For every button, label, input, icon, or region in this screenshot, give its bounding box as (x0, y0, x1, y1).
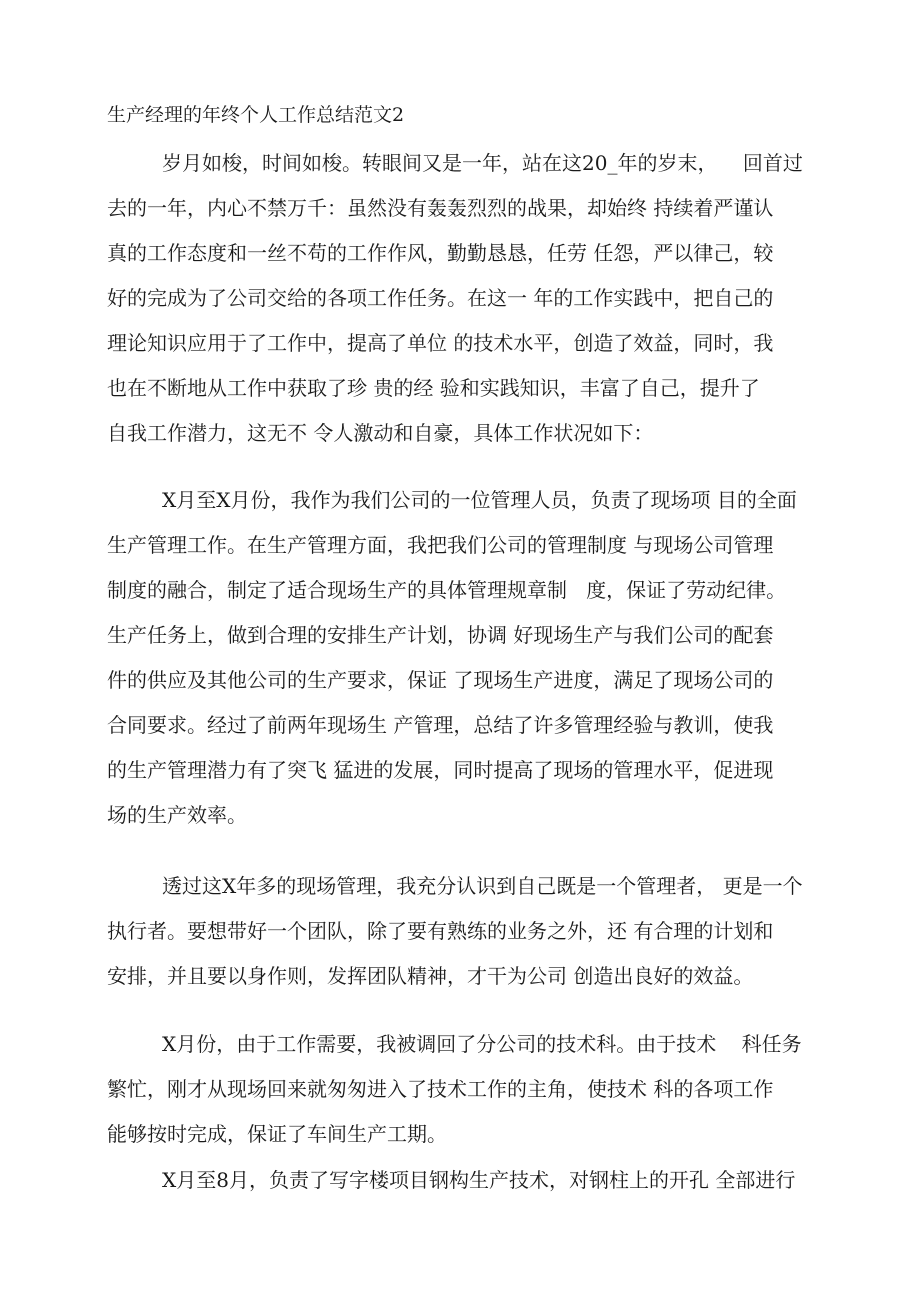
paragraph-line: 去的一年，内心不禁万千：虽然没有轰轰烈烈的战果，却始终 持续着严谨认 (107, 196, 774, 220)
paragraph-line: X月份，由于工作需要，我被调回了分公司的技术科。由于技术 科任务 (162, 1032, 802, 1056)
paragraph-line: 真的工作态度和一丝不苟的工作作风，勤勤恳恳，任劳 任怨，严以律己，较 (107, 241, 774, 265)
paragraph-line: 好的完成为了公司交给的各项工作任务。在这一 年的工作实践中，把自己的 (107, 286, 774, 310)
paragraph-line: 也在不断地从工作中获取了珍 贵的经 验和实践知识，丰富了自己，提升了 (107, 376, 760, 400)
paragraph-line: 合同要求。经过了前两年现场生 产管理，总结了许多管理经验与教训，使我 (107, 713, 774, 737)
document-title: 生产经理的年终个人工作总结范文2 (107, 104, 405, 126)
paragraph-line: 能够按时完成，保证了车间生产工期。 (107, 1122, 447, 1146)
paragraph-line: 生产管理工作。在生产管理方面，我把我们公司的管理制度 与现场公司管理 (107, 533, 774, 557)
paragraph-line: 的生产管理潜力有了突飞 猛进的发展，同时提高了现场的管理水平，促进现 (107, 758, 774, 782)
paragraph-1 (107, 141, 807, 456)
paragraph-line: 件的供应及其他公司的生产要求，保证 了现场生产进度，满足了现场公司的 (107, 668, 774, 692)
paragraph-2 (107, 478, 807, 838)
paragraph-line: 自我工作潜力，这无不 令人激动和自豪，具体工作状况如下： (107, 421, 654, 445)
paragraph-line: 理论知识应用于了工作中，提高了单位 的技术水平，创造了效益，同时，我 (107, 331, 774, 355)
paragraph-line: 繁忙，刚才从现场回来就匆匆进入了技术工作的主角，使技术 科的各项工作 (107, 1077, 774, 1101)
paragraph-3 (107, 864, 807, 999)
paragraph-line: 岁月如梭，时间如梭。转眼间又是一年，站在这20_年的岁末， 回首过 (162, 151, 803, 175)
paragraph-line: X月至X月份，我作为我们公司的一位管理人员，负责了现场项 目的全面 (162, 488, 797, 512)
paragraph-line: X月至8月，负责了写字楼项目钢构生产技术，对钢柱上的开孔 全部进行 (162, 1168, 796, 1192)
paragraph-4 (107, 1022, 807, 1157)
paragraph-line: 安排，并且要以身作则，发挥团队精神，才干为公司 创造出良好的效益。 (107, 964, 754, 988)
paragraph-line: 场的生产效率。 (107, 803, 247, 827)
paragraph-line: 制度的融合，制定了适合现场生产的具体管理规章制 度，保证了劳动纪律。 (107, 578, 787, 602)
paragraph-line: 透过这X年多的现场管理，我充分认识到自己既是一个管理者， 更是一个 (162, 874, 803, 898)
paragraph-line: 生产任务上，做到合理的安排生产计划，协调 好现场生产与我们公司的配套 (107, 623, 774, 647)
paragraph-5 (107, 1158, 807, 1203)
paragraph-line: 执行者。要想带好一个团队，除了要有熟练的业务之外，还 有合理的计划和 (107, 919, 774, 943)
